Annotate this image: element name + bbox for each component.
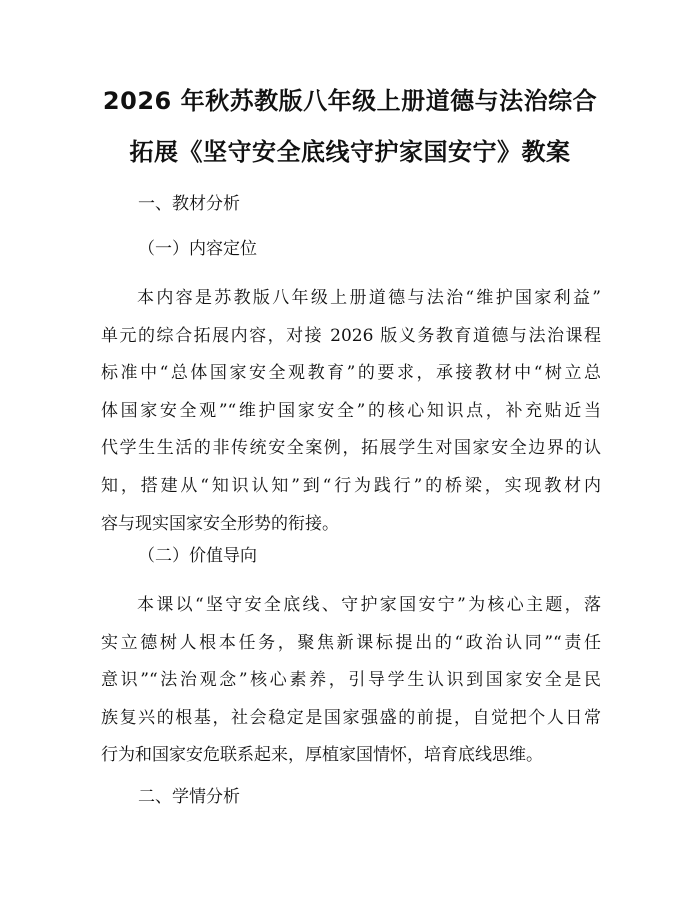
document-title-line-2: 拓展《坚守安全底线守护家国安宁》教案 (129, 138, 571, 166)
paragraph-line: 本课以“坚守安全底线、守护家国安宁”为核心主题，落 (137, 595, 601, 615)
document-title-line-1: 2026 年秋苏教版八年级上册道德与法治综合 (102, 87, 598, 115)
paragraph-line: 本内容是苏教版八年级上册道德与法治“维护国家利益” (137, 288, 601, 308)
section-heading-textbook-analysis: 一、教材分析 (138, 194, 240, 214)
subsection-heading-value-orientation: （二）价值导向 (138, 546, 257, 566)
paragraph-value-orientation (101, 587, 601, 775)
paragraph-line: 体国家安全观”“维护国家安全”的核心知识点，补充贴近当 (101, 400, 601, 421)
subsection-heading-content-positioning: （一）内容定位 (138, 239, 257, 259)
paragraph-line: 意识”“法治观念”核心素养，引导学生认识到国家安全是民 (101, 670, 601, 691)
paragraph-line: 知，搭建从“知识认知”到“行为践行”的桥梁，实现教材内 (101, 475, 601, 496)
paragraph-line: 族复兴的根基，社会稳定是国家强盛的前提，自觉把个人日常 (101, 707, 601, 728)
paragraph-line: 实立德树人根本任务，聚焦新课标提出的“政治认同”“责任 (101, 632, 601, 653)
paragraph-content-positioning (101, 280, 601, 543)
paragraph-line: 行为和国家安危联系起来，厚植家国情怀，培育底线思维。 (101, 745, 543, 766)
paragraph-line: 标准中“总体国家安全观教育”的要求，承接教材中“树立总 (101, 363, 601, 384)
section-heading-learner-analysis: 二、学情分析 (138, 787, 240, 807)
paragraph-line: 单元的综合拓展内容，对接 2026 版义务教育道德与法治课程 (101, 325, 601, 346)
paragraph-line: 代学生生活的非传统安全案例，拓展学生对国家安全边界的认 (101, 438, 601, 459)
paragraph-line: 容与现实国家安全形势的衔接。 (101, 513, 339, 534)
